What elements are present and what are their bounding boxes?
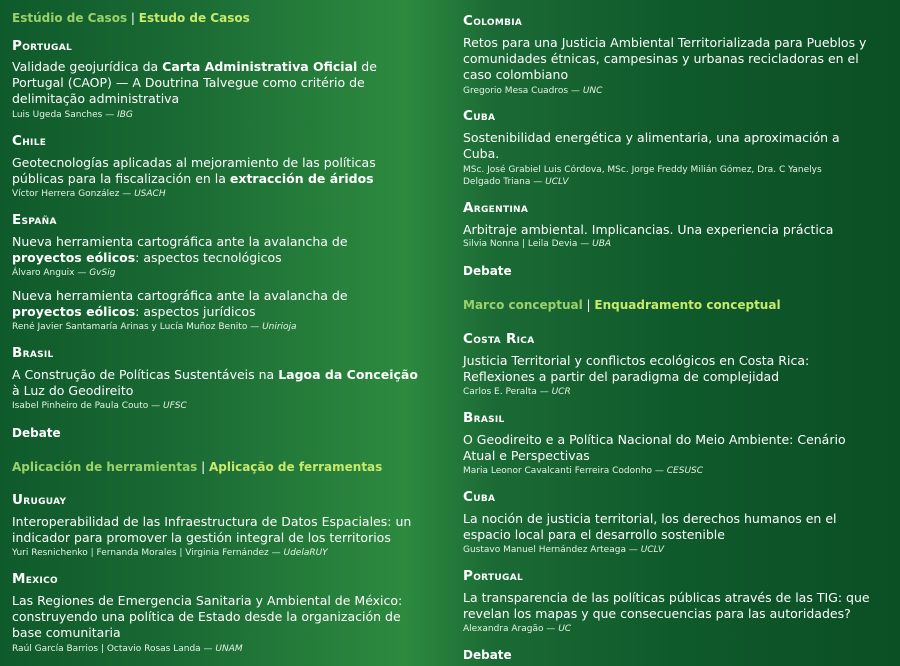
country-heading-brasil: Brasil xyxy=(12,345,54,361)
talk-author: Maria Leonor Cavalcanti Ferreira Codonho — CESUSC xyxy=(463,466,704,476)
talk-author: Carlos E. Peralta — UCR xyxy=(463,387,571,397)
talk-title: O Geodireito e a Política Nacional do Meio Ambiente: Cenário Atual e Perspectivas xyxy=(463,432,846,463)
talk-title: Nueva herramienta cartográfica ante la avalancha de proyectos eólicos: aspectos jurídicos xyxy=(12,288,348,319)
talk-author: Raúl García Barrios | Octavio Rosas Landa — UNAM xyxy=(12,644,243,654)
talk-title: Las Regiones de Emergencia Sanitaria y Ambiental de México: construyendo una política de Estado desde la organización de base comunitaria xyxy=(12,593,403,640)
country-heading-espana: España xyxy=(12,212,57,228)
talk-title: La noción de justicia territorial, los derechos humanos en el espacio local para el desarrollo sostenible xyxy=(463,511,837,542)
talk-title: La transparencia de las políticas públicas através de las TIG: que revelan los mapas y que consecuencias para las autoridades? xyxy=(463,590,870,621)
country-heading-cuba: Cuba xyxy=(463,108,496,124)
debate-label: Debate xyxy=(463,264,512,278)
country-heading-cuba: Cuba xyxy=(463,489,496,505)
section-title-estudio-de-casos: Estúdio de Casos | Estudo de Casos xyxy=(12,11,250,25)
country-heading-costa-rica: Costa Rica xyxy=(463,331,535,347)
talk-title: Geotecnologías aplicadas al mejoramiento de las políticas públicas para la fiscalización en la extracción de áridos xyxy=(12,155,376,186)
country-heading-brasil: Brasil xyxy=(463,410,505,426)
talk-author: MSc. José Grabiel Luis Córdova, MSc. Jorge Freddy Milián Gómez, Dra. C Yanelys Delgado Triana — UCLV xyxy=(463,165,822,187)
country-heading-chile: Chile xyxy=(12,133,47,149)
talk-author: Isabel Pinheiro de Paula Couto — UFSC xyxy=(12,401,187,411)
talk-title: Nueva herramienta cartográfica ante la avalancha de proyectos eólicos: aspectos tecnológicos xyxy=(12,234,348,265)
talk-author: Alexandra Aragão — UC xyxy=(463,624,572,634)
talk-title: Sostenibilidad energética y alimentaria, una aproximación a Cuba. xyxy=(463,130,840,161)
country-heading-colombia: Colombia xyxy=(463,13,523,29)
talk-author: René Javier Santamaría Arinas y Lucía Muñoz Benito — Unirioja xyxy=(12,322,297,332)
debate-label: Debate xyxy=(463,648,512,662)
talk-author: Luis Ugeda Sanches — IBG xyxy=(12,110,133,120)
debate-label: Debate xyxy=(12,426,61,440)
talk-author: Gregorio Mesa Cuadros — UNC xyxy=(463,86,603,96)
talk-title: Arbitraje ambiental. Implicancias. Una experiencia práctica xyxy=(463,222,834,237)
section-title-marco-conceptual: Marco conceptual | Enquadramento conceptual xyxy=(463,298,781,312)
talk-author: Silvia Nonna | Leila Devia — UBA xyxy=(463,239,612,249)
talk-author: Yuri Resnichenko | Fernanda Morales | Virginia Fernández — UdelaRUY xyxy=(12,548,328,558)
talk-title: Justicia Territorial y conflictos ecológicos en Costa Rica: Reflexiones a partir del paradigma de complejidad xyxy=(463,353,810,384)
country-heading-portugal: Portugal xyxy=(463,568,524,584)
talk-title: Interoperabilidad de las Infraestructura de Datos Espaciales: un indicador para promover la gestión integral de los territorios xyxy=(12,514,412,545)
country-heading-uruguay: Uruguay xyxy=(12,492,67,508)
section-title-aplicacion-de-herramientas: Aplicación de herramientas | Aplicação de ferramentas xyxy=(12,460,383,474)
talk-title: Retos para una Justicia Ambiental Territorializada para Pueblos y comunidades étnicas, campesinas y urbanas recicladoras en el caso colombiano xyxy=(463,35,867,82)
country-heading-portugal: Portugal xyxy=(12,38,73,54)
talk-author: Álvaro Anguix — GvSig xyxy=(12,268,116,278)
talk-author: Víctor Herrera González — USACH xyxy=(12,189,166,199)
country-heading-mexico: Mexico xyxy=(12,571,58,587)
country-heading-argentina: Argentina xyxy=(463,200,529,216)
talk-author: Gustavo Manuel Hernández Arteaga — UCLV xyxy=(463,545,665,555)
talk-title: A Construção de Políticas Sustentáveis na Lagoa da Conceição à Luz do Geodireito xyxy=(12,367,418,398)
talk-title: Validade geojurídica da Carta Administrativa Oficial de Portugal (CAOP) — A Doutrina Talvegue como critério de delimitação administrativa xyxy=(12,59,377,106)
